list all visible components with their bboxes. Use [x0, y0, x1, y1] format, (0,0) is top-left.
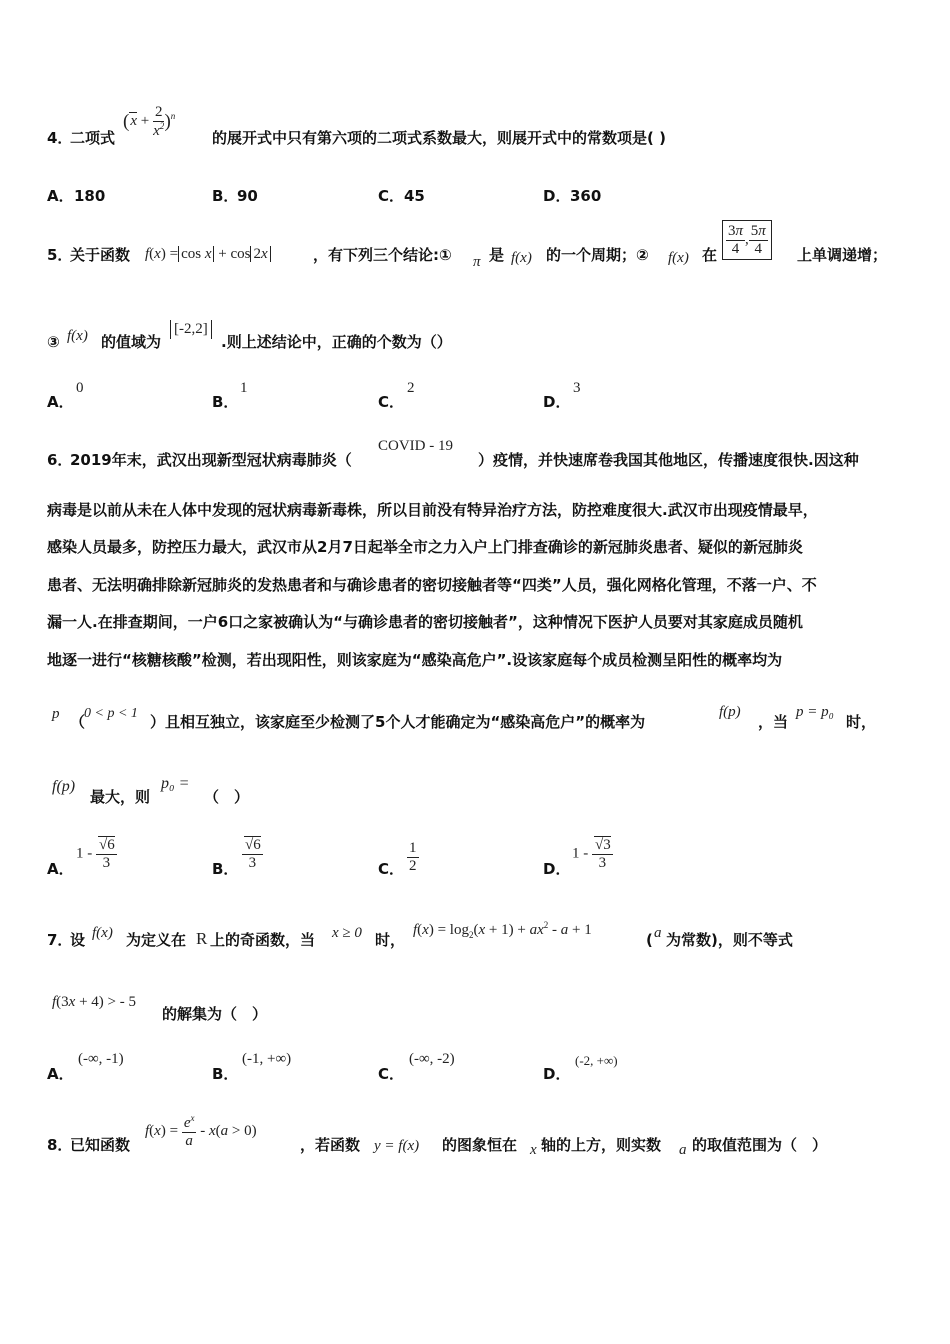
q8-text2: 的图象恒在 [442, 1136, 518, 1154]
q7-option-c-letter: C． [378, 1065, 405, 1083]
q5-option-d-value: 3 [573, 380, 581, 396]
q8-a: a [679, 1142, 687, 1158]
q6-covid: COVID - 19 [378, 438, 453, 454]
q7-option-a-letter: A． [47, 1065, 74, 1083]
q8-formula: f(x) = $\frac{e^x}{a}$ - x(a > 0) [145, 1113, 257, 1149]
q5-option-a-letter: A． [47, 393, 74, 411]
q6-line6: 地逐一进行“核糖核酸”检测，若出现阳性，则该家庭为“感染高危户”.设该家庭每个成员检测呈阳性的概率均为 [47, 651, 783, 669]
q5-option-a-value: 0 [76, 380, 84, 396]
q5-formula: f(x) = cos x + cos 2x [145, 246, 271, 262]
q6-line4: 患者、无法明确排除新冠肺炎的发热患者和与确诊患者的密切接触者等“四类”人员，强化网格化管理，不落一户、不 [47, 576, 817, 594]
q6-fp-2: f(p) [52, 778, 76, 795]
q4-formula: (x + $\frac{2}{x^2}$ )$^n$ [123, 104, 176, 139]
q6-option-c-value: $\frac{1}{2}$ [409, 840, 417, 874]
q4-option-b-letter: B． [212, 187, 239, 205]
q5-text6: 的值域为 [101, 333, 162, 351]
q5-fx-2: f(x) [668, 250, 689, 266]
q7-ineq: f(3x + 4) > - 5 [52, 994, 137, 1010]
q5-fx-3: f(x) [67, 328, 88, 344]
q5-option-c-value: 2 [407, 380, 415, 396]
q5-line2-prefix: ③ [47, 333, 60, 351]
q6-line1b: ）疫情，并快速席卷我国其他地区，传播速度很快.因这种 [478, 451, 859, 469]
q6-line2: 病毒是以前从未在人体中发现的冠状病毒新毒株，所以目前没有特异治疗方法，防控难度很大.武汉市出现疫情最早， [47, 501, 818, 519]
q6-line7c: 时， [846, 713, 877, 731]
q6-option-c-letter: C． [378, 860, 405, 878]
q6-option-b-value: $\frac{√6}{3}$ [242, 837, 263, 871]
q6-line7a: ）且相互独立，该家庭至少检测了5个人才能确定为“感染高危户”的概率为 [150, 713, 646, 731]
q6-peq: p = p₀ [796, 704, 834, 720]
q5-option-c-letter: C． [378, 393, 405, 411]
q4-prefix: 二项式 [70, 129, 116, 147]
q6-line8b: （ ） [204, 788, 250, 806]
q7-option-a-value: (-∞, -1) [78, 1051, 124, 1067]
q6-option-a-letter: A． [47, 860, 74, 878]
q5-pi: π [473, 254, 481, 270]
q7-a: a [654, 925, 662, 941]
q5-text3: 的一个周期；② [546, 246, 649, 264]
q5-option-b-value: 1 [240, 380, 248, 396]
q6-cond-open: （ [70, 713, 86, 731]
q6-line8a: 最大，则 [90, 788, 151, 806]
q4-option-a-value: 180 [74, 187, 106, 205]
q7-text2: 上的奇函数，当 [210, 931, 316, 949]
q7-text3: 时， [375, 931, 406, 949]
q5-number: 5． [47, 246, 73, 264]
q4-number: 4． [47, 129, 73, 147]
q7-formula: $f(x) = \log_2(x + 1) + ax^2 - a + 1$ [413, 920, 592, 940]
q4-text: 的展开式中只有第六项的二项式系数最大，则展开式中的常数项是( ) [212, 129, 666, 147]
q6-line1a: 2019年末，武汉出现新型冠状病毒肺炎（ [70, 451, 352, 469]
q4-option-c-value: 45 [404, 187, 425, 205]
q5-interval: $\frac{3\pi}{4}$ , $\frac{5\pi}{4}$ [722, 220, 772, 260]
q6-fp: f(p) [719, 704, 741, 720]
q7-text1: 为定义在 [126, 931, 187, 949]
q6-line7b: ，当 [758, 713, 789, 731]
q7-prefix: 设 [70, 931, 86, 949]
q8-yfx: y = f(x) [374, 1138, 420, 1154]
q5-prefix: 关于函数 [70, 246, 131, 264]
q4-option-a-letter: A． [47, 187, 74, 205]
q8-number: 8． [47, 1136, 73, 1154]
q7-fx: f(x) [92, 925, 113, 941]
q5-text4: 在 [702, 246, 718, 264]
q7-option-b-value: (-1, +∞) [242, 1051, 292, 1067]
q4-option-c-letter: C． [378, 187, 405, 205]
q6-cond: 0 < p < 1 [84, 706, 138, 721]
q7-option-d-value: (-2, +∞) [575, 1053, 618, 1068]
q8-text4: 的取值范围为（ ） [692, 1136, 828, 1154]
q4-option-d-value: 360 [570, 187, 602, 205]
q4-option-d-letter: D． [543, 187, 571, 205]
q6-option-d-letter: D． [543, 860, 571, 878]
q8-text3: 轴的上方，则实数 [541, 1136, 662, 1154]
q7-R: R [196, 929, 208, 948]
q5-text1: ，有下列三个结论:① [313, 246, 452, 264]
q7-option-b-letter: B． [212, 1065, 239, 1083]
q6-number: 6． [47, 451, 73, 469]
q6-p0eq: p₀ = [161, 775, 190, 792]
q6-p: p [52, 706, 60, 722]
q5-range: [-2,2] [170, 320, 212, 339]
q4-option-b-value: 90 [237, 187, 258, 205]
q5-option-b-letter: B． [212, 393, 239, 411]
q6-line5: 漏一人.在排查期间，一户6口之家被确认为“与确诊患者的密切接触者”，这种情况下医护人员要对其家庭成员随机 [47, 613, 803, 631]
q7-option-d-letter: D． [543, 1065, 571, 1083]
q6-option-d-value: 1 - $\frac{√3}{3}$ [572, 837, 611, 871]
q6-option-a-value: 1 - $\frac{√6}{3}$ [76, 837, 115, 871]
q5-option-d-letter: D． [543, 393, 571, 411]
q7-text4: ( [646, 931, 653, 949]
q8-x: x [530, 1142, 537, 1158]
q6-option-b-letter: B． [212, 860, 239, 878]
q6-line3: 感染人员最多，防控压力最大，武汉市从2月7日起举全市之力入户上门排查确诊的新冠肺炎患者、疑似的新冠肺炎 [47, 538, 803, 556]
q7-text6: 的解集为（ ） [162, 1005, 268, 1023]
q5-text7: .则上述结论中，正确的个数为（） [221, 333, 452, 351]
q7-number: 7． [47, 931, 73, 949]
q5-fx: f(x) [511, 250, 532, 266]
q7-text5: 为常数)，则不等式 [666, 931, 793, 949]
q8-prefix: 已知函数 [70, 1136, 131, 1154]
q8-text1: ，若函数 [300, 1136, 361, 1154]
q5-text5: 上单调递增； [797, 246, 888, 264]
q7-option-c-value: (-∞, -2) [409, 1051, 455, 1067]
q5-text2: 是 [489, 246, 505, 264]
q7-cond: x ≥ 0 [332, 925, 362, 941]
